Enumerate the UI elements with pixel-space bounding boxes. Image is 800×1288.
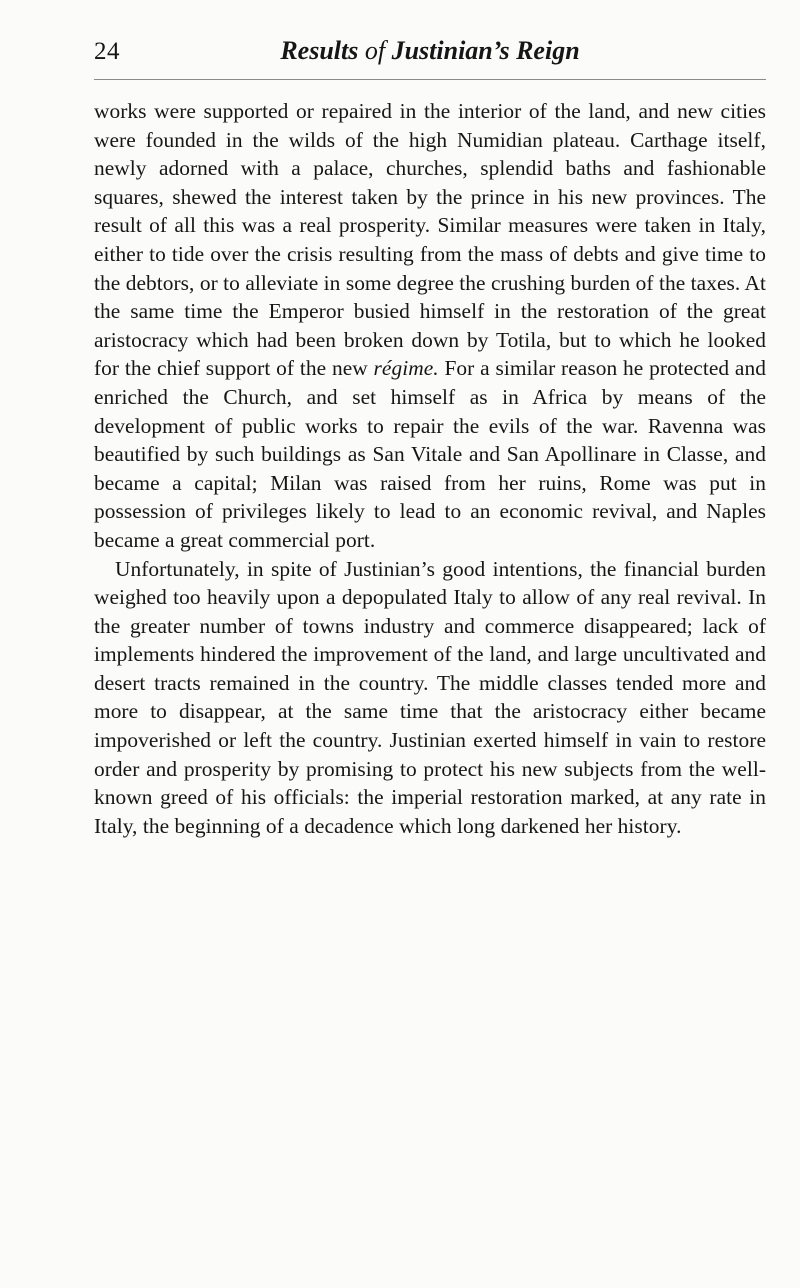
paragraph-1-text-a: works were supported or repaired in the interior of the land, and new cities were founded in the wilds of the high Numidian plateau. Carthage itself, newly adorned with a palace, churches, splendid baths and fashionable squares, shewed the interest taken by the prince in his new provinces. The result of all this was a real prosperity. Similar measures were taken in Italy, either to tide over the crisis resulting from the mass of debts and give time to the debtors, or to alleviate in some degree the crushing burden of the taxes. At the same time the Emperor busied himself in the restoration of the great aristocracy which had been broken down by Totila, but to which he looked for the chief support of the new bbox=[94, 99, 766, 381]
paragraph-2: Unfortunately, in spite of Justinian’s good intentions, the financial burden weighed too heavily upon a depopulated Italy to allow of any real revival. In the greater number of towns industry and commerce disappeared; lack of implements hindered the improvement of the land, and large uncultivated and desert tracts remained in the country. The middle classes tended more and more to disappear, at the same time that the aristocracy either became impoverished or left the country. Justinian exerted himself in vain to restore order and prosperity by promising to protect his new subjects from the well-known greed of his officials: the imperial restoration marked, at any rate in Italy, the beginning of a decadence which long darkened her history. bbox=[94, 556, 766, 838]
running-title-of: of bbox=[364, 36, 386, 65]
header-rule bbox=[94, 79, 766, 80]
running-title-part1: Results bbox=[280, 36, 365, 65]
page-number: 24 bbox=[94, 38, 120, 65]
paragraph-1-text-b: For a similar reason he protected and enriched the Church, and set himself as in Africa by means of the development of public works to repair the evils of the war. Ravenna was beautified by such buildings as San Vitale and San Apollinare in Classe, and became a capital; Milan was raised from her ruins, Rome was put in possession of privileges likely to lead to an economic revival, and Naples became a great commercial port. bbox=[94, 356, 766, 552]
paragraph-1-italic-regime: régime. bbox=[373, 356, 439, 381]
body-text bbox=[94, 97, 766, 840]
paragraph-1 bbox=[94, 97, 766, 555]
book-page bbox=[94, 36, 766, 840]
running-title-part2: Justinian’s Reign bbox=[385, 36, 580, 65]
running-head bbox=[94, 36, 766, 80]
running-title bbox=[94, 36, 766, 66]
